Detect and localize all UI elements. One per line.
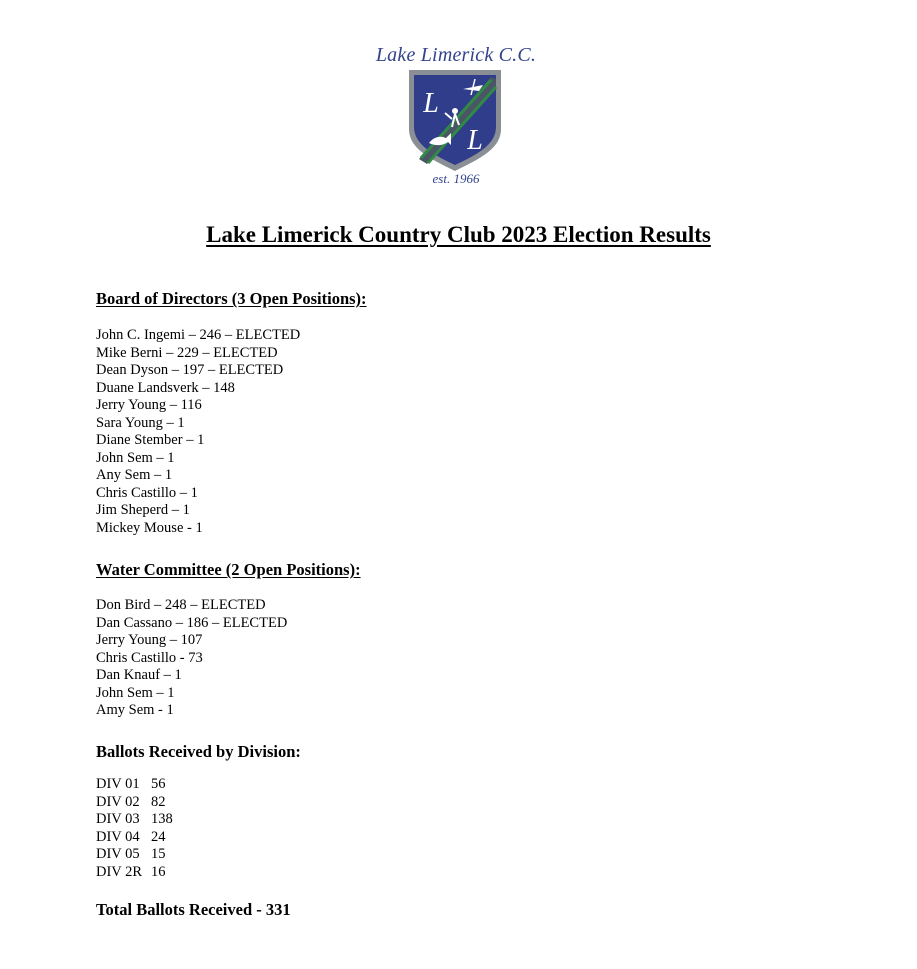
page-title: Lake Limerick Country Club 2023 Election Results [206, 222, 711, 247]
water-result: Dan Cassano – 186 – ELECTED [96, 614, 288, 631]
water-result: John Sem – 1 [96, 684, 175, 701]
division-row [96, 829, 173, 847]
ballots-heading: Ballots Received by Division: [96, 742, 301, 761]
golfer-icon [452, 108, 458, 114]
water-results-list [96, 597, 287, 720]
division-row [96, 776, 173, 794]
board-result: Duane Landsverk – 148 [96, 379, 235, 396]
water-result: Amy Sem - 1 [96, 702, 174, 718]
division-row [96, 794, 173, 812]
board-heading: Board of Directors (3 Open Positions): [96, 289, 367, 308]
division-count: 24 [151, 828, 166, 845]
board-result: Jerry Young – 116 [96, 397, 202, 413]
division-code: DIV 05 [96, 846, 140, 862]
division-code: DIV 04 [96, 828, 140, 845]
division-count: 56 [151, 776, 166, 792]
water-result: Dan Knauf – 1 [96, 667, 182, 683]
board-results-list [96, 327, 300, 537]
board-result: Sara Young – 1 [96, 414, 185, 431]
division-row [96, 846, 173, 864]
ballots-division-list [96, 776, 173, 881]
division-code: DIV 2R [96, 863, 143, 880]
board-result: Jim Sheperd – 1 [96, 502, 190, 518]
crest-emblem [405, 67, 505, 173]
division-code: DIV 01 [96, 776, 140, 792]
water-result: Chris Castillo - 73 [96, 649, 203, 666]
division-code: DIV 03 [96, 811, 140, 827]
water-result: Don Bird – 248 – ELECTED [96, 597, 266, 613]
division-count: 82 [151, 793, 166, 810]
division-count: 16 [151, 863, 166, 880]
logo-club-name: Lake Limerick C.C. [375, 44, 537, 66]
board-result: Mickey Mouse - 1 [96, 519, 203, 536]
logo-established: est. 1966 [432, 171, 480, 186]
total-ballots: Total Ballots Received - 331 [96, 900, 291, 919]
board-result: Diane Stember – 1 [96, 432, 205, 448]
board-result: Mike Berni – 229 – ELECTED [96, 344, 278, 361]
division-code: DIV 02 [96, 793, 140, 810]
board-result: John Sem – 1 [96, 449, 175, 466]
board-result: Dean Dyson – 197 – ELECTED [96, 362, 284, 378]
water-result: Jerry Young – 107 [96, 632, 203, 648]
crest-letter-l-left: L [423, 88, 439, 119]
club-logo [358, 40, 554, 190]
board-result: Any Sem – 1 [96, 467, 173, 483]
division-count: 138 [151, 811, 173, 827]
crest-letter-l-right: L [467, 125, 483, 156]
water-heading: Water Committee (2 Open Positions): [96, 560, 361, 579]
board-result: John C. Ingemi – 246 – ELECTED [96, 327, 301, 343]
division-row [96, 811, 173, 829]
division-row [96, 864, 173, 882]
division-count: 15 [151, 846, 166, 862]
board-result: Chris Castillo – 1 [96, 484, 198, 501]
